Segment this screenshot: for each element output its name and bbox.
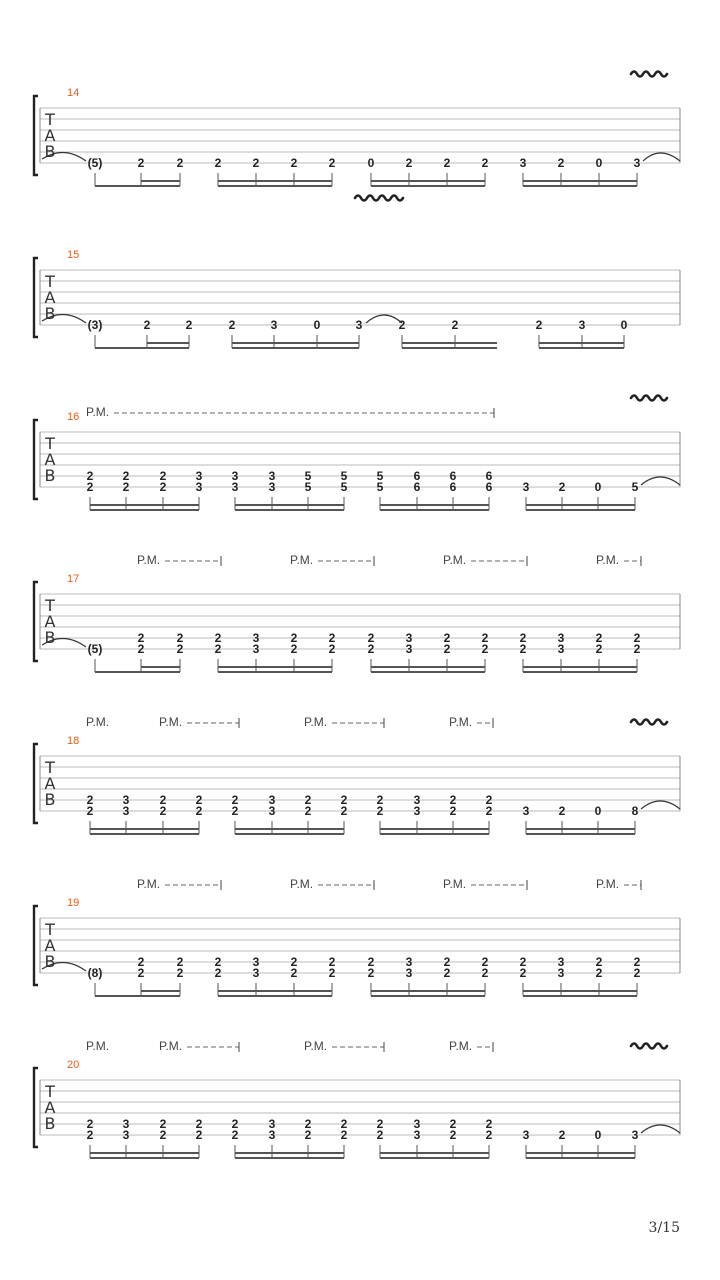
fret-number: 2 [304,1117,312,1131]
palm-mute-marking [449,1039,493,1053]
fret-number: 0 [594,804,602,818]
palm-mute-marking [86,405,494,419]
tab-system-20 [34,1039,680,1158]
fret-number: 2 [449,1117,457,1131]
fret-number: (3) [87,318,103,332]
fret-number: 2 [290,642,298,656]
fret-number: 2 [159,1117,167,1131]
tab-clef-letter: B [44,466,56,485]
fret-number: 2 [376,793,384,807]
palm-mute-label: P.M. [159,715,183,729]
fret-number: 2 [195,804,203,818]
tab-clef-letter: B [44,1114,56,1133]
fret-number: 2 [231,1128,239,1142]
fret-number: 2 [228,318,236,332]
fret-number: 5 [376,469,384,483]
tab-clef-letter: B [44,304,56,323]
fret-number: 2 [328,642,336,656]
fret-number: 2 [367,966,375,980]
fret-number: 3 [405,631,413,645]
fret-number: 2 [159,480,167,494]
vibrato-icon [631,396,667,401]
fret-number: 2 [595,955,603,969]
fret-number: 3 [195,480,203,494]
tab-system-16 [34,396,680,511]
tab-system-15 [34,196,680,349]
fret-number: 2 [595,966,603,980]
palm-mute-label: P.M. [137,877,161,891]
palm-mute-label: P.M. [86,405,110,419]
fret-number: 3 [231,469,239,483]
fret-number: 5 [340,480,348,494]
palm-mute-marking [449,715,493,729]
fret-number: (5) [87,156,103,170]
fret-number: 2 [137,955,145,969]
beat-group [215,955,336,996]
fret-number: 8 [631,804,639,818]
tab-system-18 [34,715,680,834]
tab-clef-letter: T [45,110,55,129]
fret-number: 3 [122,804,130,818]
fret-number: 6 [413,480,421,494]
fret-number: 5 [304,480,312,494]
beat-group [377,469,493,510]
fret-number: 3 [252,966,260,980]
fret-number: 2 [633,966,641,980]
fret-number: 3 [270,318,278,332]
fret-number: (8) [87,966,103,980]
fret-number: 2 [214,966,222,980]
fret-number: 2 [449,793,457,807]
fret-number: 3 [355,318,363,332]
beat-group [523,804,639,834]
fret-number: 2 [376,1128,384,1142]
fret-number: 2 [519,642,527,656]
fret-number: 5 [340,469,348,483]
fret-number: 2 [159,1128,167,1142]
tab-clef-letter: A [44,288,56,307]
system-bracket [34,906,38,985]
palm-mute-label: P.M. [159,1039,183,1053]
fret-number: 2 [195,793,203,807]
fret-number: 3 [557,955,565,969]
fret-number: 2 [137,966,145,980]
fret-number: 3 [413,1128,421,1142]
fret-number: 5 [304,469,312,483]
fret-number: 2 [185,318,193,332]
fret-number: 2 [304,793,312,807]
fret-number: 3 [252,955,260,969]
fret-number: 2 [481,631,489,645]
fret-number: 3 [268,804,276,818]
fret-number: 3 [522,480,530,494]
tab-clef-letter: T [45,1082,55,1101]
fret-number: 3 [633,156,641,170]
palm-mute-label: P.M. [596,553,620,567]
fret-number: 2 [558,1128,566,1142]
fret-number: 3 [122,793,130,807]
fret-number: 2 [143,318,151,332]
fret-number: 2 [252,156,260,170]
fret-number: 2 [481,156,489,170]
fret-number: 2 [376,1117,384,1131]
fret-number: 2 [558,480,566,494]
fret-number: 2 [449,1128,457,1142]
palm-mute-marking [137,553,221,567]
fret-number: 2 [137,631,145,645]
beat-group [215,631,336,672]
fret-number: 2 [86,1128,94,1142]
tie-arc [643,153,680,161]
fret-number: 3 [252,642,260,656]
palm-mute-marking [86,715,109,729]
vibrato-icon [631,72,667,77]
vibrato-wave [631,396,667,401]
fret-number: 3 [413,1117,421,1131]
fret-number: 6 [413,469,421,483]
fret-number: 2 [304,804,312,818]
palm-mute-marking [304,715,384,729]
palm-mute-marking [137,877,221,891]
fret-number: 2 [159,793,167,807]
tab-clef-letter: A [44,126,56,145]
palm-mute-label: P.M. [304,1039,328,1053]
fret-number: 3 [522,1128,530,1142]
beat-group [368,156,489,186]
fret-number: 2 [443,156,451,170]
fret-number: 2 [367,955,375,969]
fret-number: 3 [519,156,527,170]
tie-arc [641,801,680,809]
tie-arc [366,315,402,323]
vibrato-wave [631,1044,667,1049]
fret-number: 2 [176,966,184,980]
palm-mute-label: P.M. [290,553,314,567]
vibrato-wave [631,720,667,725]
measure-number: 19 [67,897,80,909]
beat-group [88,318,193,348]
fret-number: 2 [290,966,298,980]
fret-number: 2 [558,804,566,818]
beat-group [523,480,639,510]
beat-group [87,793,203,834]
palm-mute-marking [304,1039,384,1053]
beat-group [377,1117,493,1158]
fret-number: 2 [328,156,336,170]
tab-system-19 [34,877,680,996]
tab-clef-letter: T [45,920,55,939]
tab-clef-letter: T [45,758,55,777]
palm-mute-label: P.M. [137,553,161,567]
beat-group [520,156,641,186]
beat-group [88,631,184,672]
fret-number: 3 [231,480,239,494]
palm-mute-label: P.M. [449,1039,473,1053]
tab-system-14 [34,72,680,187]
palm-mute-label: P.M. [290,877,314,891]
fret-number: 2 [519,966,527,980]
beat-group [87,1117,203,1158]
fret-number: 3 [268,1128,276,1142]
fret-number: 2 [376,804,384,818]
fret-number: 3 [405,642,413,656]
fret-number: 2 [405,156,413,170]
palm-mute-marking [443,553,527,567]
fret-number: 2 [176,156,184,170]
fret-number: 2 [195,1117,203,1131]
measure-number: 16 [67,411,80,423]
fret-number: 2 [485,1128,493,1142]
fret-number: 2 [328,631,336,645]
fret-number: 2 [443,642,451,656]
beat-group [88,955,184,996]
tab-system-17 [34,553,680,672]
fret-number: 3 [195,469,203,483]
fret-number: 2 [340,804,348,818]
fret-number: 3 [122,1117,130,1131]
palm-mute-marking [443,877,527,891]
tab-clef-letter: B [44,142,56,161]
tab-clef-letter: B [44,628,56,647]
fret-number: 3 [413,793,421,807]
measure-number: 14 [67,87,80,99]
fret-number: 3 [122,1128,130,1142]
fret-number: 0 [595,156,603,170]
fret-number: (5) [87,642,103,656]
beat-group [368,955,489,996]
fret-number: 3 [252,631,260,645]
fret-number: 2 [595,631,603,645]
fret-number: 2 [159,469,167,483]
fret-number: 0 [620,318,628,332]
fret-number: 2 [535,318,543,332]
fret-number: 2 [290,955,298,969]
system-bracket [34,96,38,175]
fret-number: 2 [195,1128,203,1142]
palm-mute-label: P.M. [443,877,467,891]
fret-number: 2 [137,642,145,656]
fret-number: 2 [633,642,641,656]
fret-number: 2 [328,955,336,969]
palm-mute-label: P.M. [86,1039,110,1053]
measure-number: 15 [67,249,80,261]
tab-clef-letter: T [45,596,55,615]
fret-number: 2 [137,156,145,170]
fret-number: 2 [367,631,375,645]
beat-group [520,631,641,672]
fret-number: 5 [631,480,639,494]
fret-number: 0 [594,480,602,494]
beat-group [368,631,489,672]
tab-clef-letter: T [45,434,55,453]
palm-mute-marking [596,877,641,891]
page-number: 3/15 [648,1220,680,1236]
fret-number: 2 [633,955,641,969]
system-bracket [34,582,38,661]
fret-number: 3 [413,804,421,818]
fret-number: 0 [594,1128,602,1142]
fret-number: 2 [304,1128,312,1142]
fret-number: 2 [122,469,130,483]
system-bracket [34,258,38,337]
fret-number: 2 [176,642,184,656]
system-bracket [34,420,38,499]
beat-group [229,318,363,348]
tab-clef-letter: B [44,790,56,809]
palm-mute-marking [290,553,374,567]
fret-number: 2 [214,631,222,645]
fret-number: 2 [443,955,451,969]
fret-number: 5 [376,480,384,494]
fret-number: 2 [122,480,130,494]
fret-number: 3 [268,793,276,807]
fret-number: 3 [631,1128,639,1142]
fret-number: 2 [86,469,94,483]
fret-number: 2 [86,804,94,818]
fret-number: 2 [595,642,603,656]
beat-group [87,469,203,510]
beat-group [88,156,184,186]
tab-clef-letter: T [45,272,55,291]
fret-number: 2 [481,955,489,969]
vibrato-icon [631,720,667,725]
fret-number: 2 [214,156,222,170]
fret-number: 3 [557,631,565,645]
tie-arc [641,477,680,485]
fret-number: 2 [443,966,451,980]
tab-clef-letter: B [44,952,56,971]
fret-number: 3 [557,642,565,656]
palm-mute-marking [86,1039,109,1053]
palm-mute-label: P.M. [596,877,620,891]
fret-number: 2 [231,793,239,807]
tab-clef-letter: A [44,936,56,955]
fret-number: 3 [522,804,530,818]
palm-mute-label: P.M. [449,715,473,729]
fret-number: 3 [405,955,413,969]
fret-number: 6 [449,480,457,494]
fret-number: 6 [485,480,493,494]
fret-number: 2 [519,631,527,645]
fret-number: 2 [86,480,94,494]
fret-number: 2 [485,793,493,807]
fret-number: 2 [176,631,184,645]
fret-number: 2 [231,1117,239,1131]
tab-clef-letter: A [44,1098,56,1117]
measure-number: 17 [67,573,80,585]
fret-number: 3 [268,480,276,494]
beat-group [536,318,628,348]
fret-number: 2 [214,642,222,656]
fret-number: 2 [176,955,184,969]
beat-group [523,1128,639,1158]
fret-number: 2 [481,642,489,656]
fret-number: 0 [313,318,321,332]
fret-number: 0 [367,156,375,170]
palm-mute-label: P.M. [443,553,467,567]
fret-number: 2 [485,1117,493,1131]
beat-group [232,469,348,510]
fret-number: 2 [367,642,375,656]
palm-mute-label: P.M. [86,715,110,729]
measure-number: 18 [67,735,80,747]
fret-number: 2 [231,804,239,818]
tab-clef-letter: A [44,612,56,631]
fret-number: 2 [449,804,457,818]
fret-number: 3 [405,966,413,980]
beat-group [399,318,497,348]
fret-number: 6 [485,469,493,483]
fret-number: 2 [481,966,489,980]
measure-number: 20 [67,1059,80,1071]
beat-group [232,793,348,834]
fret-number: 3 [578,318,586,332]
fret-number: 2 [519,955,527,969]
fret-number: 3 [268,469,276,483]
fret-number: 2 [159,804,167,818]
fret-number: 2 [633,631,641,645]
fret-number: 2 [340,793,348,807]
palm-mute-marking [596,553,641,567]
fret-number: 3 [268,1117,276,1131]
tab-clef-letter: A [44,774,56,793]
fret-number: 2 [86,793,94,807]
beat-group [232,1117,348,1158]
vibrato-wave [355,196,403,201]
fret-number: 2 [340,1117,348,1131]
fret-number: 2 [451,318,459,332]
beat-group [215,156,336,186]
fret-number: 3 [557,966,565,980]
vibrato-icon [631,1044,667,1049]
vibrato-icon [355,196,403,201]
vibrato-wave [631,72,667,77]
system-bracket [34,744,38,823]
fret-number: 2 [340,1128,348,1142]
palm-mute-marking [159,1039,239,1053]
beat-group [520,955,641,996]
tie-arc [641,1125,680,1133]
palm-mute-marking [290,877,374,891]
fret-number: 6 [449,469,457,483]
fret-number: 2 [214,955,222,969]
palm-mute-label: P.M. [304,715,328,729]
system-bracket [34,1068,38,1147]
fret-number: 2 [485,804,493,818]
tab-clef-letter: A [44,450,56,469]
fret-number: 2 [557,156,565,170]
fret-number: 2 [86,1117,94,1131]
fret-number: 2 [328,966,336,980]
fret-number: 2 [290,631,298,645]
fret-number: 2 [290,156,298,170]
palm-mute-marking [159,715,239,729]
beat-group [377,793,493,834]
fret-number: 2 [398,318,406,332]
fret-number: 2 [443,631,451,645]
